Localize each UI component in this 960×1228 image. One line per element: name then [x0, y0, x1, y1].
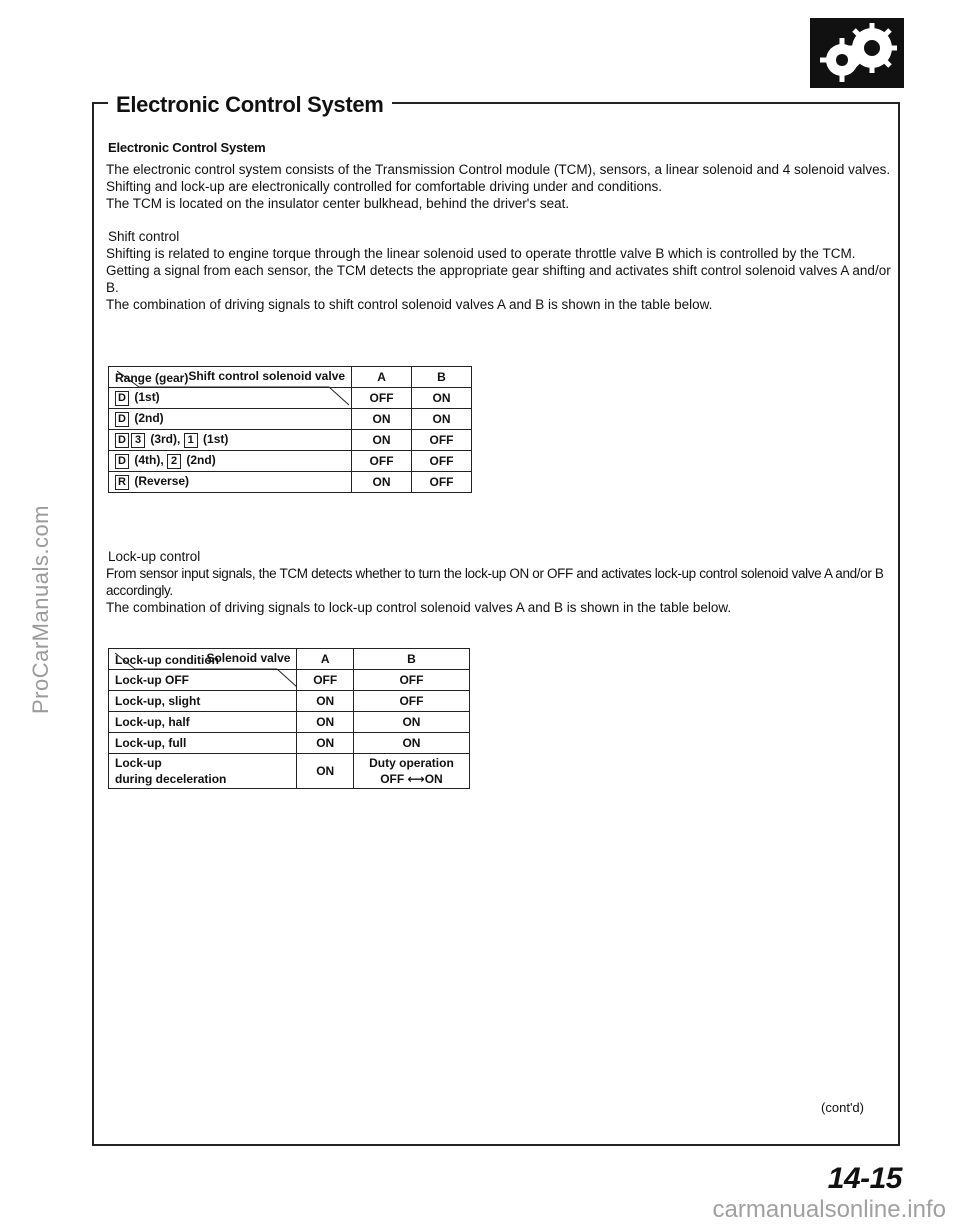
range-extra-label: (1st)	[203, 432, 229, 446]
lockup-row-label: Lock-up, full	[109, 733, 297, 754]
shift-control-section	[106, 228, 892, 313]
shift-cell-a: ON	[352, 409, 412, 430]
lockup-last-label-line1: Lock-up	[115, 756, 162, 770]
table-row	[109, 712, 470, 733]
lockup-duty-line1: Duty operation	[369, 756, 454, 770]
lockup-cell-a: ON	[297, 691, 353, 712]
intro-paragraph-1: The electronic control system consists of the Transmission Control module (TCM), sensors, a linear solenoid and 4 solenoid valves. Shifting and lock-up are electronically controlled for comfortable driving under and conditions.	[106, 162, 891, 194]
table-row	[109, 409, 472, 430]
lockup-cell-b: OFF	[353, 670, 469, 691]
range-d-box: D	[115, 412, 129, 427]
shift-cell-b: OFF	[412, 430, 472, 451]
range-2-box: 2	[167, 454, 181, 469]
range-r-box: R	[115, 475, 129, 490]
lockup-control-section	[106, 548, 892, 616]
shift-control-table	[108, 366, 472, 493]
shift-control-paragraph-1: Shifting is related to engine torque through the linear solenoid used to operate throttle valve B which is controlled by the TCM.	[106, 246, 856, 261]
watermark-procarmanuals: ProCarManuals.com	[28, 504, 53, 714]
intro-paragraph-2: The TCM is located on the insulator center bulkhead, behind the driver's seat.	[106, 196, 570, 211]
shift-table-header-top: Shift control solenoid valve	[188, 369, 346, 383]
range-d-box: D	[115, 391, 129, 406]
shift-cell-a: ON	[352, 472, 412, 493]
table-row	[109, 691, 470, 712]
shift-row-label	[109, 472, 352, 493]
lockup-control-paragraph: From sensor input signals, the TCM detects whether to turn the lock-up ON or OFF and activates lock-up control solenoid valve A and/or B accordingly.	[106, 566, 884, 598]
section-heading: Electronic Control System	[108, 140, 266, 155]
lockup-control-title: Lock-up control	[108, 549, 201, 564]
lockup-control-table	[108, 648, 470, 789]
shift-row-label	[109, 409, 352, 430]
lockup-cell-a: OFF	[297, 670, 353, 691]
table-row	[109, 472, 472, 493]
table-row	[109, 451, 472, 472]
range-label: (1st)	[134, 390, 160, 404]
shift-control-combination: The combination of driving signals to shift control solenoid valves A and B is shown in the table below.	[106, 297, 713, 312]
lockup-table-header-top: Solenoid valve	[206, 651, 291, 665]
lockup-table-col-b: B	[353, 649, 469, 670]
frame-title: Electronic Control System	[116, 92, 384, 117]
range-label: (2nd)	[134, 411, 164, 425]
shift-cell-b: ON	[412, 409, 472, 430]
table-row	[109, 754, 470, 789]
lockup-table-header-bottom: Lock-up condition	[115, 653, 219, 667]
range-label: (3rd),	[150, 432, 181, 446]
lockup-cell-b: ON	[353, 733, 469, 754]
gears-logo	[810, 18, 904, 88]
lockup-row-label: Lock-up OFF	[109, 670, 297, 691]
lockup-last-label-line2: during deceleration	[115, 772, 227, 786]
table-row	[109, 430, 472, 451]
lockup-control-combination: The combination of driving signals to lock-up control solenoid valves A and B is shown in the table below.	[106, 600, 732, 615]
frame-title-wrapper	[108, 88, 392, 122]
lockup-table-header-cell	[109, 649, 297, 670]
lockup-table-col-a: A	[297, 649, 353, 670]
lockup-row-label: Lock-up, slight	[109, 691, 297, 712]
continued-label: (cont'd)	[821, 1100, 864, 1115]
shift-cell-b: ON	[412, 388, 472, 409]
shift-table-col-b: B	[412, 367, 472, 388]
range-label: (4th),	[134, 453, 164, 467]
lockup-cell-b: ON	[353, 712, 469, 733]
shift-row-label	[109, 430, 352, 451]
lockup-duty-line2: OFF ⟷ON	[380, 772, 443, 786]
watermark-carmanualsonline: carmanualsonline.info	[712, 1196, 946, 1223]
lockup-cell-b-duty	[353, 754, 469, 789]
lockup-cell-a: ON	[297, 712, 353, 733]
range-1-box: 1	[184, 433, 198, 448]
shift-cell-b: OFF	[412, 451, 472, 472]
range-label: (Reverse)	[134, 474, 190, 488]
shift-table-header-cell	[109, 367, 352, 388]
table-row	[109, 733, 470, 754]
page-number: 14-15	[827, 1162, 902, 1195]
shift-table-col-a: A	[352, 367, 412, 388]
shift-table-header-bottom: Range (gear)	[115, 371, 189, 385]
shift-control-paragraph-2: Getting a signal from each sensor, the TCM detects the appropriate gear shifting and activates shift control solenoid valves A and/or B.	[106, 263, 891, 295]
shift-cell-a: OFF	[352, 388, 412, 409]
lockup-row-label: Lock-up, half	[109, 712, 297, 733]
lockup-cell-b: OFF	[353, 691, 469, 712]
shift-cell-b: OFF	[412, 472, 472, 493]
lockup-row-label-deceleration	[109, 754, 297, 789]
shift-cell-a: OFF	[352, 451, 412, 472]
shift-row-label	[109, 451, 352, 472]
shift-control-title: Shift control	[108, 229, 180, 244]
range-d-box: D	[115, 433, 129, 448]
gears-icon	[810, 18, 904, 88]
shift-cell-a: ON	[352, 430, 412, 451]
lockup-cell-a: ON	[297, 754, 353, 789]
main-content	[106, 140, 892, 313]
range-d-box: D	[115, 454, 129, 469]
range-3-box: 3	[131, 433, 145, 448]
range-extra-label: (2nd)	[186, 453, 216, 467]
lockup-cell-a: ON	[297, 733, 353, 754]
